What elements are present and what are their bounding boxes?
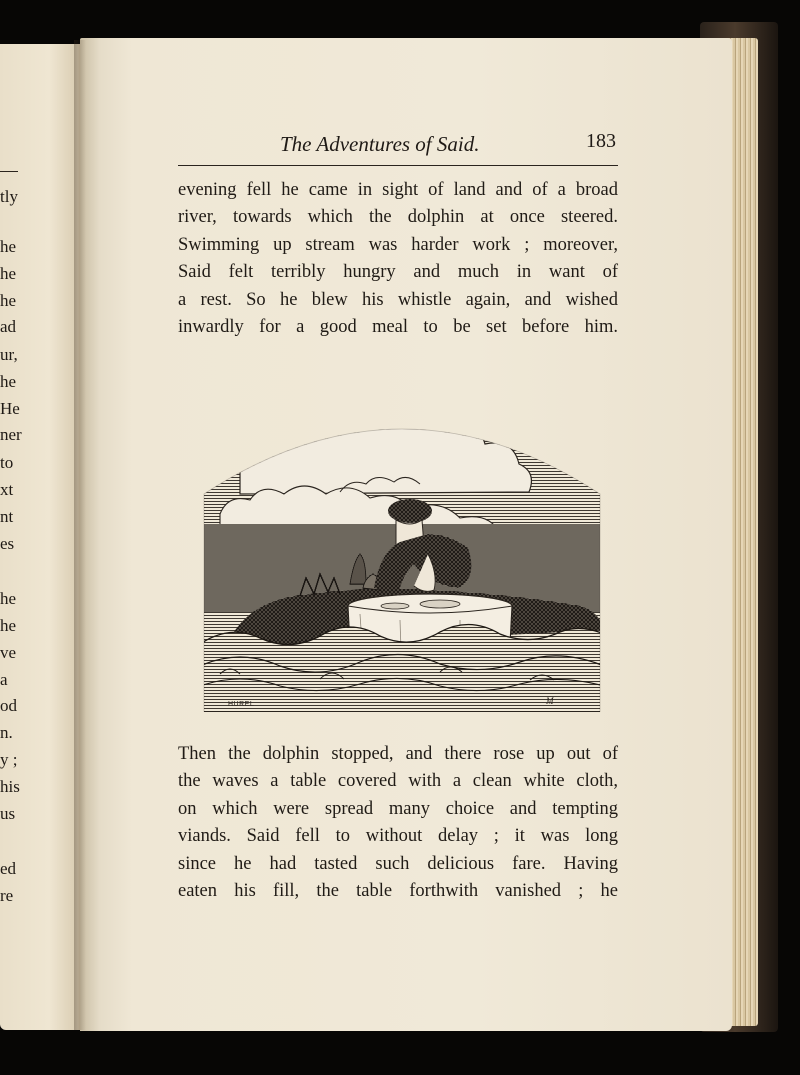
- text-line: eaten his fill, the table forthwith vanished ; he: [178, 881, 618, 902]
- left-page-fragment: us: [0, 804, 16, 823]
- book-gutter: [74, 40, 86, 1030]
- page-number: 183: [586, 130, 616, 152]
- left-page-fragment: He: [0, 399, 20, 418]
- left-page-fragment: he: [0, 291, 17, 310]
- left-page-fragment: he: [0, 264, 17, 283]
- text-line: since he had tasted such delicious fare. Having: [178, 853, 618, 874]
- engraving-svg: [200, 374, 604, 712]
- page-edges: [728, 38, 758, 1026]
- left-page-fragment: he: [0, 237, 17, 256]
- engraver-signature: HUREL: [228, 701, 255, 708]
- text-line: Swimming up stream was harder work ; moreover,: [178, 234, 618, 255]
- text-line: river, towards which the dolphin at once steered.: [178, 207, 618, 228]
- text-line: evening fell he came in sight of land and of a broad: [178, 180, 618, 200]
- left-page-fragment: od: [0, 696, 17, 715]
- text-line: Then the dolphin stopped, and there rose up out of: [178, 744, 618, 764]
- illustration-engraving: [200, 374, 604, 712]
- left-page-fragment: ner: [0, 425, 22, 444]
- page-header: [200, 128, 620, 160]
- left-page-fragment: nt: [0, 507, 14, 526]
- left-page-fragment: n.: [0, 723, 13, 742]
- text-line: the waves a table covered with a clean white cloth,: [178, 771, 618, 792]
- left-page-fragment: he: [0, 372, 17, 391]
- text-line: on which were spread many choice and tempting: [178, 798, 618, 819]
- left-page-fragment: his: [0, 777, 20, 796]
- left-page-fragment: to: [0, 453, 14, 472]
- running-head: The Adventures of Said.: [280, 132, 480, 156]
- left-page: [0, 44, 82, 1030]
- artist-signature: M: [546, 696, 554, 706]
- left-page-rule: [0, 171, 18, 172]
- header-rule: [178, 165, 618, 166]
- left-page-fragment: ve: [0, 643, 17, 662]
- text-line: Said felt terribly hungry and much in want of: [178, 262, 618, 283]
- left-page-fragment: he: [0, 616, 17, 635]
- left-page-fragment: a: [0, 670, 8, 689]
- left-page-fragment: ur,: [0, 345, 18, 364]
- left-page-fragment: tly: [0, 187, 18, 206]
- text-line: a rest. So he blew his whistle again, and wished: [178, 289, 618, 310]
- left-page-fragment: ad: [0, 317, 17, 336]
- left-page-fragment: ed: [0, 859, 17, 878]
- left-page-fragment: he: [0, 589, 17, 608]
- text-line: viands. Said fell to without delay ; it was long: [178, 826, 618, 847]
- left-page-fragment: y ;: [0, 750, 18, 769]
- paragraph-bottom: [178, 741, 618, 905]
- left-page-fragment: xt: [0, 480, 14, 499]
- left-page-fragment: re: [0, 886, 14, 905]
- text-line: inwardly for a good meal to be set before him.: [178, 317, 618, 338]
- paragraph-top: [178, 177, 618, 341]
- left-page-fragment: es: [0, 534, 15, 553]
